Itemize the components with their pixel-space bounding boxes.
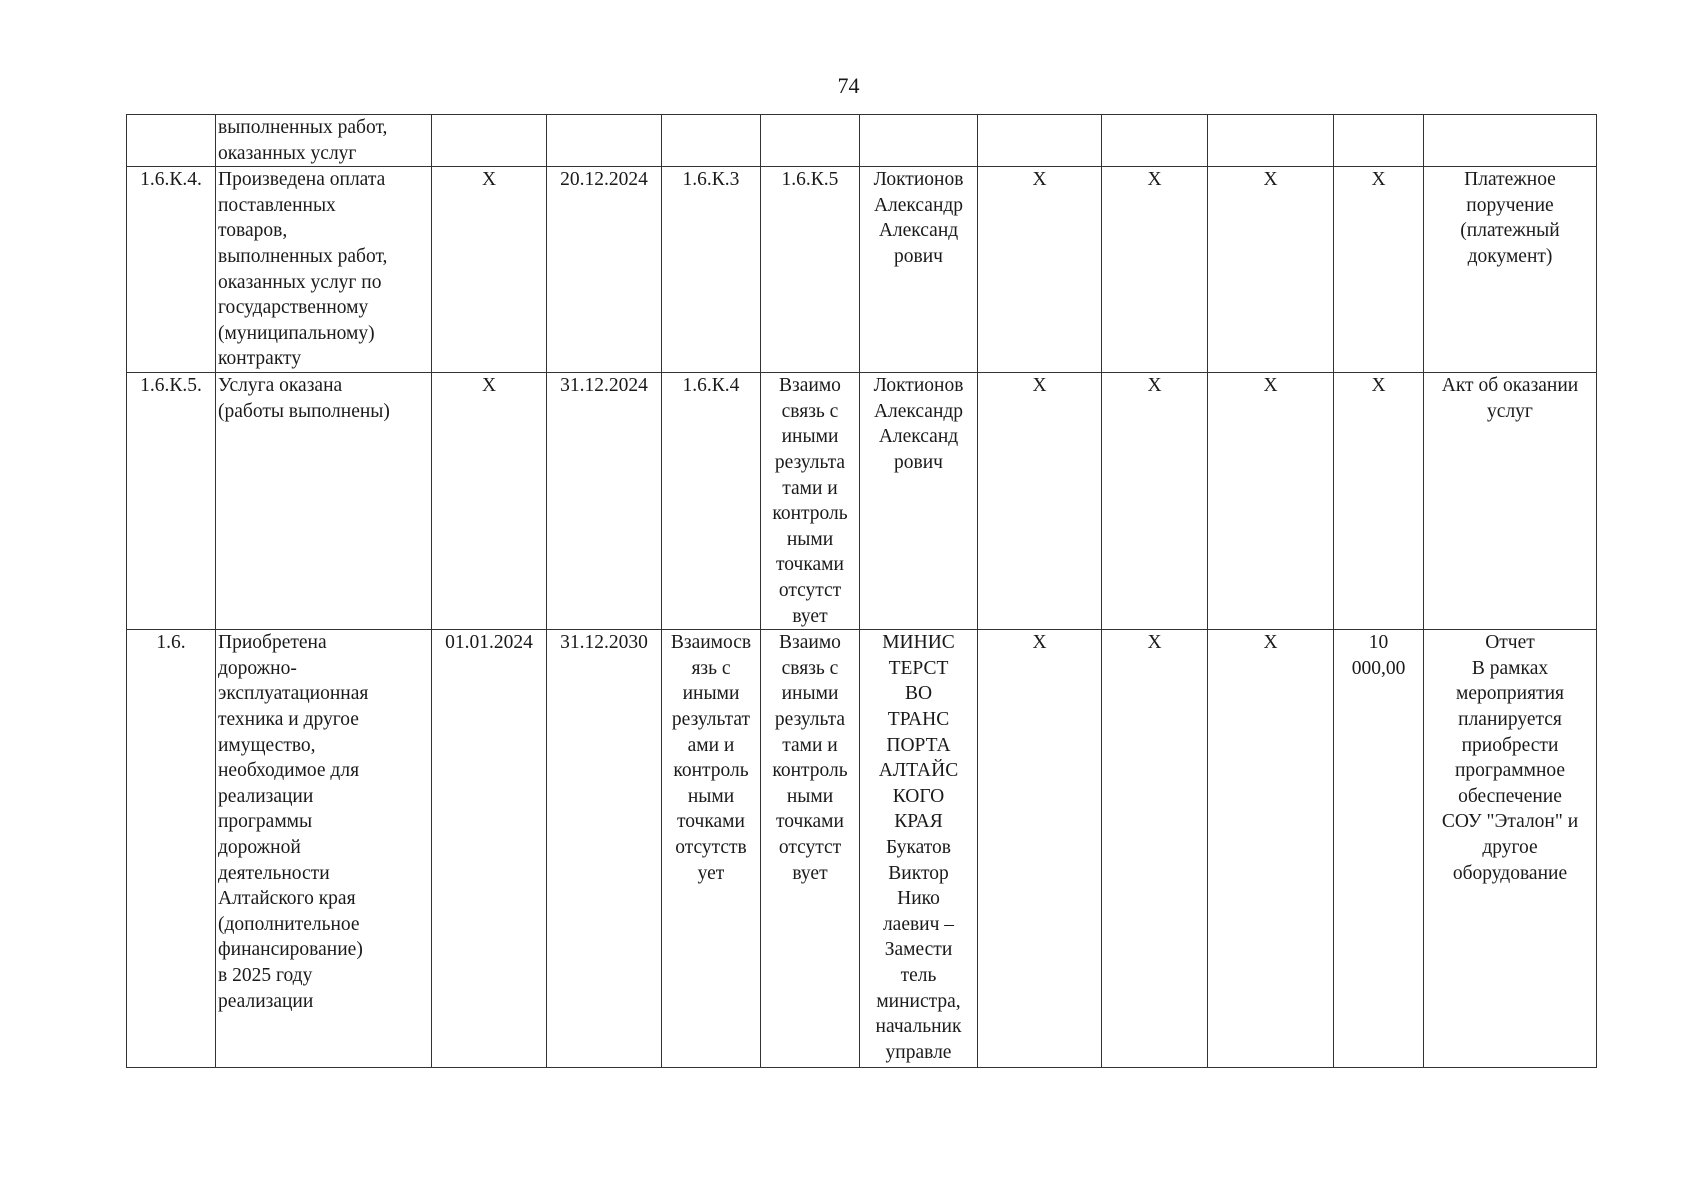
cell-document [1424, 115, 1597, 167]
table-row [127, 167, 1597, 373]
page-number: 74 [837, 73, 860, 98]
cell-successor [761, 630, 860, 1068]
cell-text-line: оказанных услуг по [218, 271, 382, 293]
cell-text-line: выполненных работ, [218, 117, 388, 138]
cell-start-date [432, 630, 547, 1068]
cell-row-number [127, 373, 216, 630]
cell-row-number [127, 630, 216, 1068]
cell-text-line: МИНИС [882, 632, 955, 654]
cell-text-line: точками [776, 811, 844, 833]
cell-text: Х [1263, 169, 1278, 191]
cell-text-line: контракту [218, 348, 302, 370]
table-row [127, 115, 1597, 167]
cell-text-line: Отчет [1485, 632, 1535, 654]
cell-mark-2 [1102, 115, 1208, 167]
cell-text-line: мероприятия [1455, 683, 1564, 705]
cell-text-line: обеспечение [1458, 785, 1562, 807]
cell-mark-1 [978, 630, 1102, 1068]
cell-text: 20.12.2024 [560, 169, 648, 191]
cell-text-line: Замести [884, 939, 953, 961]
cell-amount [1334, 373, 1424, 630]
cell-text-line: вует [792, 605, 828, 627]
cell-text-line: отсутств [675, 836, 747, 858]
cell-text-line: точками [677, 811, 745, 833]
cell-text-line: КРАЯ [894, 811, 943, 833]
cell-text-line: ными [786, 528, 834, 550]
cell-text-line: 1.6.К.4 [682, 375, 740, 397]
cell-text-line: Платежное [1464, 169, 1556, 191]
cell-text-line: Локтионов [873, 169, 964, 191]
cell-start-date [432, 373, 547, 630]
cell-text-line: вует [792, 862, 828, 884]
cell-text-line: ТРАНС [887, 708, 950, 730]
cell-text-line: деятельности [218, 862, 330, 884]
cell-row-number [127, 115, 216, 167]
cell-start-date [432, 167, 547, 373]
cell-text-line: КОГО [892, 785, 945, 807]
cell-mark-1 [978, 115, 1102, 167]
cell-text-line: иными [781, 683, 839, 705]
cell-text-line: связь с [781, 400, 839, 422]
cell-text-line: услуг [1487, 400, 1533, 422]
cell-text-line: лаевич – [882, 913, 955, 935]
cell-text-line: ными [786, 785, 834, 807]
cell-text: Х [481, 169, 497, 191]
cell-text-line: финансирование) [218, 939, 363, 961]
cell-text-line: Услуга оказана [218, 375, 343, 397]
cell-text-line: оказанных услуг [218, 142, 357, 164]
cell-text-line: точками [776, 554, 844, 576]
cell-text-line: техника и другое [218, 708, 359, 730]
cell-text-line: тами и [782, 734, 838, 756]
cell-predecessor [662, 630, 761, 1068]
cell-text-line: Х [1371, 375, 1386, 397]
cell-text: Х [1147, 375, 1162, 397]
cell-text-line: ует [697, 862, 725, 884]
cell-text: 1.6.К.5. [140, 375, 202, 397]
cell-text: Х [1263, 375, 1278, 397]
cell-text-line: имущество, [218, 734, 316, 756]
cell-text-line: начальник [875, 1016, 962, 1038]
cell-event-name [216, 167, 432, 373]
cell-mark-3 [1208, 630, 1334, 1068]
cell-text-line: результа [774, 708, 846, 730]
cell-text: Х [1032, 169, 1047, 191]
cell-text-line: приобрести [1461, 734, 1559, 756]
cell-mark-3 [1208, 115, 1334, 167]
cell-text-line: Акт об оказании [1441, 375, 1579, 397]
cell-text-line: дорожно- [218, 657, 297, 679]
cell-text-line: государственному [218, 297, 369, 319]
cell-text-line: результат [671, 708, 751, 730]
cell-text-line: контроль [772, 503, 848, 525]
plan-table [126, 114, 1597, 1068]
cell-successor [761, 115, 860, 167]
cell-text-line: реализации [218, 990, 314, 1012]
cell-text-line: министра, [876, 990, 961, 1012]
cell-text: 1.6. [156, 632, 186, 654]
cell-text-line: результа [774, 451, 846, 473]
cell-text-line: язь с [691, 657, 731, 679]
table-row [127, 373, 1597, 630]
cell-text-line: реализации [218, 785, 314, 807]
cell-text-line: контроль [772, 760, 848, 782]
cell-event-name [216, 373, 432, 630]
cell-text-line: СОУ "Эталон" и [1441, 811, 1579, 833]
cell-document [1424, 167, 1597, 373]
cell-amount [1334, 630, 1424, 1068]
cell-text-line: Взаимо [779, 375, 841, 397]
cell-text-line: иными [781, 426, 839, 448]
cell-text-line: эксплуатационная [218, 683, 369, 705]
cell-start-date [432, 115, 547, 167]
cell-text-line: Произведена оплата [218, 169, 386, 191]
cell-amount [1334, 167, 1424, 373]
cell-responsible [860, 373, 978, 630]
cell-text-line: дорожной [218, 836, 301, 858]
cell-end-date [547, 630, 662, 1068]
cell-row-number [127, 167, 216, 373]
cell-text-line: (работы выполнены) [218, 400, 390, 422]
cell-document [1424, 373, 1597, 630]
cell-text-line: в 2025 году [218, 964, 313, 986]
cell-predecessor [662, 373, 761, 630]
cell-amount [1334, 115, 1424, 167]
cell-text-line: Александ [878, 220, 959, 242]
cell-text-line: ВО [904, 683, 933, 705]
cell-successor [761, 373, 860, 630]
cell-text-line: В рамках [1471, 657, 1549, 679]
cell-text: 1.6.К.4. [140, 169, 202, 191]
cell-mark-2 [1102, 167, 1208, 373]
cell-end-date [547, 167, 662, 373]
cell-text-line: ПОРТА [886, 734, 951, 756]
cell-end-date [547, 373, 662, 630]
cell-text: Х [1147, 169, 1162, 191]
cell-mark-1 [978, 373, 1102, 630]
cell-text-line: ТЕРСТ [888, 657, 949, 679]
cell-text-line: рович [894, 451, 943, 473]
cell-mark-3 [1208, 373, 1334, 630]
cell-text-line: планируется [1458, 708, 1562, 730]
cell-text-line: (дополнительное [218, 913, 360, 935]
cell-text-line: отсутст [778, 836, 842, 858]
cell-text-line: 1.6.К.3 [682, 169, 740, 191]
cell-text-line: (платежный [1460, 220, 1560, 242]
cell-text-line: управле [885, 1041, 952, 1063]
cell-text-line: товаров, [218, 220, 288, 242]
cell-text-line: Нико [897, 888, 940, 910]
cell-predecessor [662, 167, 761, 373]
cell-text-line: поручение [1466, 194, 1554, 216]
cell-mark-1 [978, 167, 1102, 373]
cell-text-line: Локтионов [873, 375, 964, 397]
cell-text-line: (муниципальному) [218, 322, 375, 344]
cell-text: 31.12.2024 [560, 375, 648, 397]
cell-event-name [216, 630, 432, 1068]
cell-document [1424, 630, 1597, 1068]
cell-text: Х [1263, 632, 1278, 654]
cell-text-line: АЛТАЙС [878, 760, 959, 782]
cell-text-line: Х [1371, 169, 1386, 191]
cell-mark-2 [1102, 630, 1208, 1068]
cell-text-line: Приобретена [218, 632, 327, 654]
cell-text: Х [1032, 632, 1047, 654]
cell-text-line: связь с [781, 657, 839, 679]
cell-text-line: отсутст [778, 579, 842, 601]
cell-successor [761, 167, 860, 373]
cell-responsible [860, 115, 978, 167]
cell-text: Х [1147, 632, 1162, 654]
cell-text-line: поставленных [218, 194, 336, 216]
cell-text-line: тами и [782, 477, 838, 499]
cell-text-line: оборудование [1452, 862, 1568, 884]
cell-responsible [860, 630, 978, 1068]
cell-text-line: Александ [878, 426, 959, 448]
cell-text: 01.01.2024 [445, 632, 533, 654]
cell-text-line: рович [894, 245, 943, 267]
cell-text-line: Александр [873, 400, 964, 422]
cell-text-line: Александр [873, 194, 964, 216]
cell-text-line: Взаимосв [670, 632, 752, 654]
cell-predecessor [662, 115, 761, 167]
cell-text-line: ами и [687, 734, 735, 756]
cell-text-line: необходимое для [218, 760, 360, 782]
cell-text-line: 10 [1368, 632, 1389, 654]
cell-text-line: программное [1454, 760, 1566, 782]
cell-text-line: программы [218, 811, 313, 833]
cell-text-line: другое [1482, 836, 1538, 858]
cell-text-line: Виктор [888, 862, 949, 884]
cell-mark-3 [1208, 167, 1334, 373]
cell-end-date [547, 115, 662, 167]
cell-text-line: документ) [1467, 245, 1553, 267]
cell-text-line: Взаимо [779, 632, 841, 654]
cell-text: 31.12.2030 [560, 632, 648, 654]
cell-event-name [216, 115, 432, 167]
cell-text-line: Букатов [885, 836, 951, 858]
table-row [127, 630, 1597, 1068]
cell-text: Х [1032, 375, 1047, 397]
cell-text-line: тель [900, 964, 937, 986]
cell-text-line: Алтайского края [218, 888, 356, 910]
cell-text: Х [481, 375, 497, 397]
cell-text-line: иными [682, 683, 740, 705]
cell-text-line: 1.6.К.5 [781, 169, 839, 191]
cell-responsible [860, 167, 978, 373]
cell-text-line: контроль [673, 760, 749, 782]
cell-text-line: ными [687, 785, 735, 807]
cell-text-line: выполненных работ, [218, 245, 388, 267]
cell-text-line: 000,00 [1351, 657, 1406, 679]
cell-mark-2 [1102, 373, 1208, 630]
